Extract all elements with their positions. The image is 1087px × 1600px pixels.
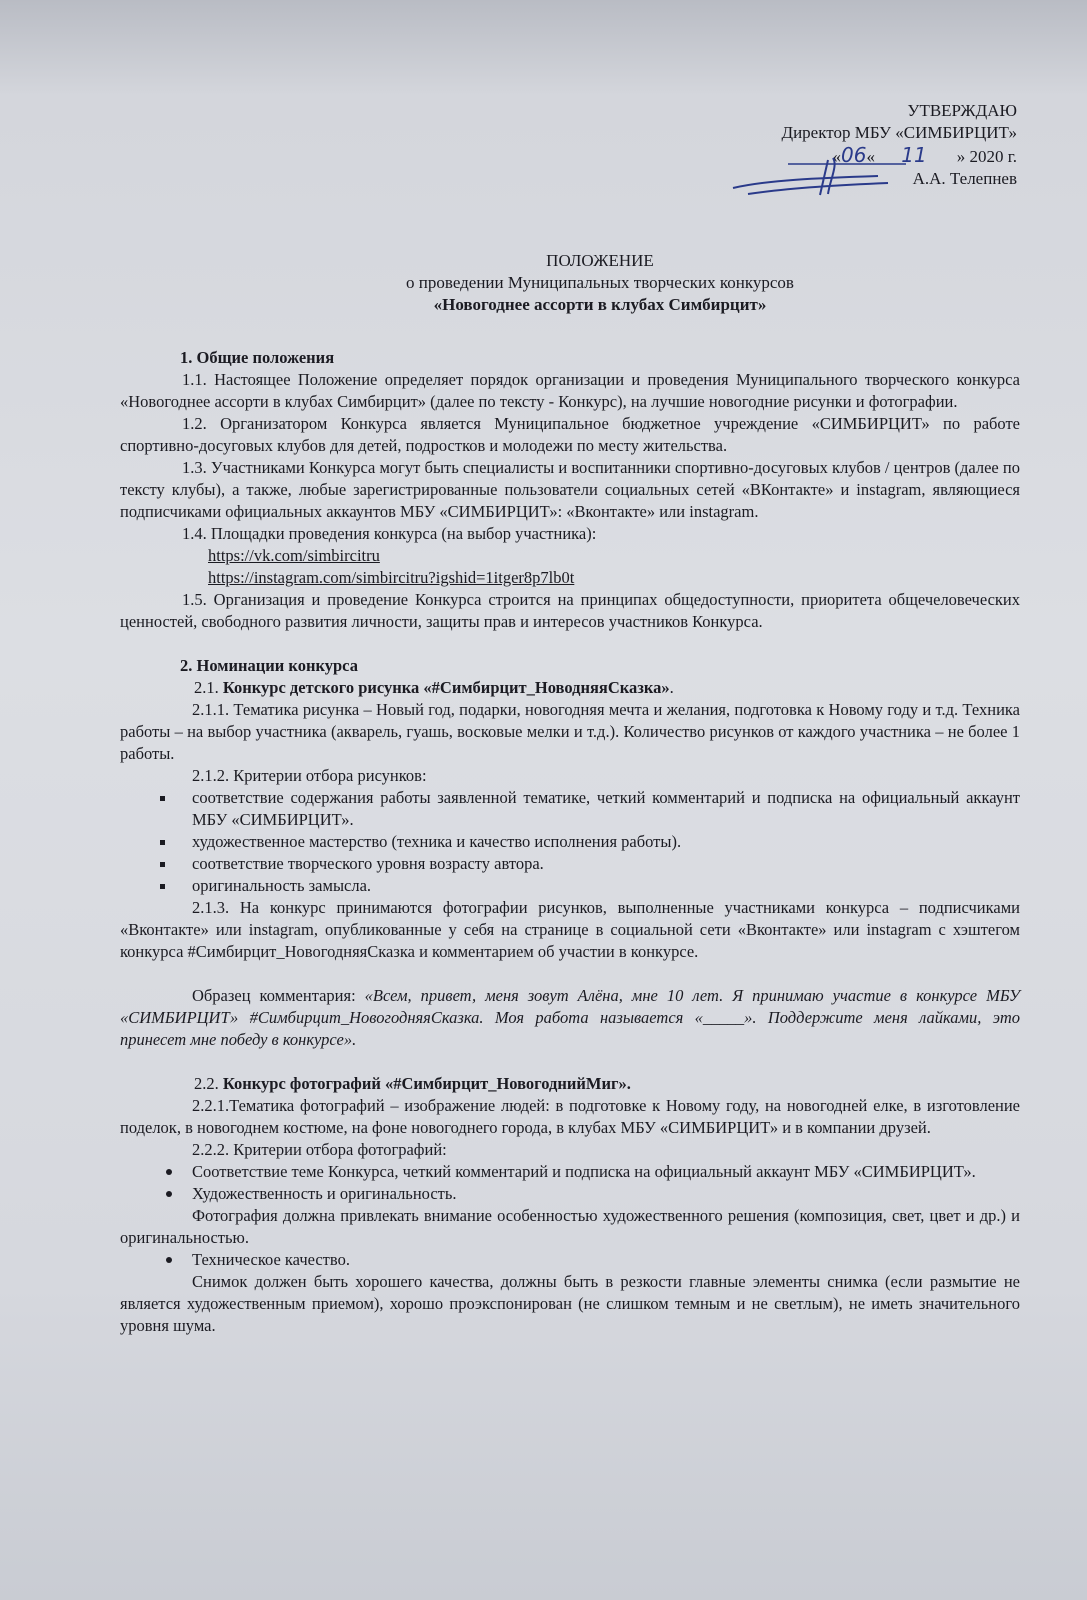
approval-title: УТВЕРЖДАЮ (907, 101, 1017, 120)
doc-name: «Новогоднее ассорти в клубах Симбирцит» (433, 295, 767, 314)
list-item: художественное мастерство (техника и качество исполнения работы). (120, 831, 1020, 853)
list-item: соответствие содержания работы заявленной тематике, четкий комментарий и подписка на официальный аккаунт МБУ «СИМБИРЦИТ». (120, 787, 1020, 831)
handwritten-month: 11 (901, 143, 927, 167)
section-1-heading: 1. Общие положения (180, 348, 335, 367)
list-item: Художественность и оригинальность. (120, 1183, 1020, 1205)
list-item: Соответствие теме Конкурса, четкий комментарий и подписка на официальный аккаунт МБУ «СИМБИРЦИТ». (120, 1161, 1020, 1183)
criteria-note: Снимок должен быть хорошего качества, должны быть в резкости главные элементы снимка (если размытие не является художественным приемом), хорошо проэкспонирован (не слишком темным и не светлым), не иметь значительного уровня шума. (120, 1272, 1020, 1335)
clause-2-1-1: 2.1.1. Тематика рисунка – Новый год, подарки, новогодняя мечта и желания, подготовка к Новому году и т.д. Техника работы – на выбор участника (акварель, гуашь, восковые мелки и т.д.). Количество рисунков от каждого участника – не более 1 работы. (120, 700, 1020, 763)
section-2-heading: 2. Номинации конкурса (180, 656, 358, 675)
criteria-note: Фотография должна привлекать внимание особенностью художественного решения (композиция, свет, цвет и др.) и оригинальностью. (120, 1206, 1020, 1247)
criteria-list-drawings (120, 787, 1020, 897)
clause-2-1-3: 2.1.3. На конкурс принимаются фотографии рисунков, выполненные участниками конкурса – подписчиками «Вконтакте» или instagram, опубликованные у себя на странице в социальной сети «Вконтакте» или instagram с хэштегом конкурса #Симбирцит_НовогодняяСказка и комментарием об участии в конкурсе. (120, 898, 1020, 961)
clause-1-3: 1.3. Участниками Конкурса могут быть специалисты и воспитанники спортивно-досуговых клубов / центров (далее по тексту клубы), а также, любые зарегистрированные пользователи социальных сетей «ВКонтакте» и instagram, являющиеся подписчиками официальных аккаунтов МБУ «СИМБИРЦИТ»: «Вконтакте» или instagram. (120, 458, 1020, 521)
approval-signer: А.А. Телепнев (912, 169, 1017, 188)
clause-1-1: 1.1. Настоящее Положение определяет порядок организации и проведения Муниципального творческого конкурса «Новогоднее ассорти в клубах Симбирцит» (далее по тексту - Конкурс), на лучшие новогодние рисунки и фотографии. (120, 370, 1020, 411)
document-body (120, 347, 1020, 1337)
clause-2-1-2: 2.1.2. Критерии отбора рисунков: (192, 766, 427, 785)
criteria-list-photos-2 (120, 1249, 1020, 1271)
signature-scribble (728, 150, 928, 200)
clause-1-4: 1.4. Площадки проведения конкурса (на выбор участника): (182, 524, 597, 543)
list-item: соответствие творческого уровня возрасту автора. (120, 853, 1020, 875)
clause-1-5: 1.5. Организация и проведение Конкурса строится на принципах общедоступности, приоритета общечеловеческих ценностей, свободного развития личности, защиты прав и интересов участников Конкурса. (120, 590, 1020, 631)
clause-2-2: 2.2. Конкурс фотографий «#Симбирцит_НовогоднийМиг». (194, 1074, 631, 1093)
list-item: оригинальность замысла. (120, 875, 1020, 897)
clause-2-1: 2.1. Конкурс детского рисунка «#Симбирцит_НоводняяСказка». (194, 678, 674, 697)
clause-1-2: 1.2. Организатором Конкурса является Муниципальное бюджетное учреждение «СИМБИРЦИТ» по работе спортивно-досуговых клубов для детей, подростков и молодежи по месту жительства. (120, 414, 1020, 455)
sample-comment: Образец комментария: «Всем, привет, меня зовут Алёна, мне 10 лет. Я принимаю участие в конкурсе МБУ «СИМБИРЦИТ» #Симбирцит_НовогодняяСказка. Моя работа называется «_____». Поддержите меня лайками, это принесет мне победу в конкурсе». (120, 986, 1020, 1049)
link-instagram[interactable]: https://instagram.com/simbircitru?igshid=1itger8p7lb0t (208, 568, 575, 587)
clause-2-2-2: 2.2.2. Критерии отбора фотографий: (192, 1140, 447, 1159)
approval-position: Директор МБУ «СИМБИРЦИТ» (781, 123, 1017, 142)
list-item: Техническое качество. (120, 1249, 1020, 1271)
doc-subtitle: о проведении Муниципальных творческих конкурсов (406, 273, 794, 292)
doc-title: ПОЛОЖЕНИЕ (546, 251, 654, 270)
clause-2-2-1: 2.2.1.Тематика фотографий – изображение людей: в подготовке к Новому году, на новогодней елке, в изготовление поделок, в новогоднем костюме, на фоне новогоднего города, в клубах МБУ «СИМБИРЦИТ» и в компании друзей. (120, 1096, 1020, 1137)
approval-date: «06« 11 » 2020 г. (832, 143, 1017, 167)
title-block (120, 250, 1080, 316)
link-vk[interactable]: https://vk.com/simbircitru (208, 546, 380, 565)
handwritten-day: 06 (841, 143, 867, 167)
criteria-list-photos (120, 1161, 1020, 1205)
